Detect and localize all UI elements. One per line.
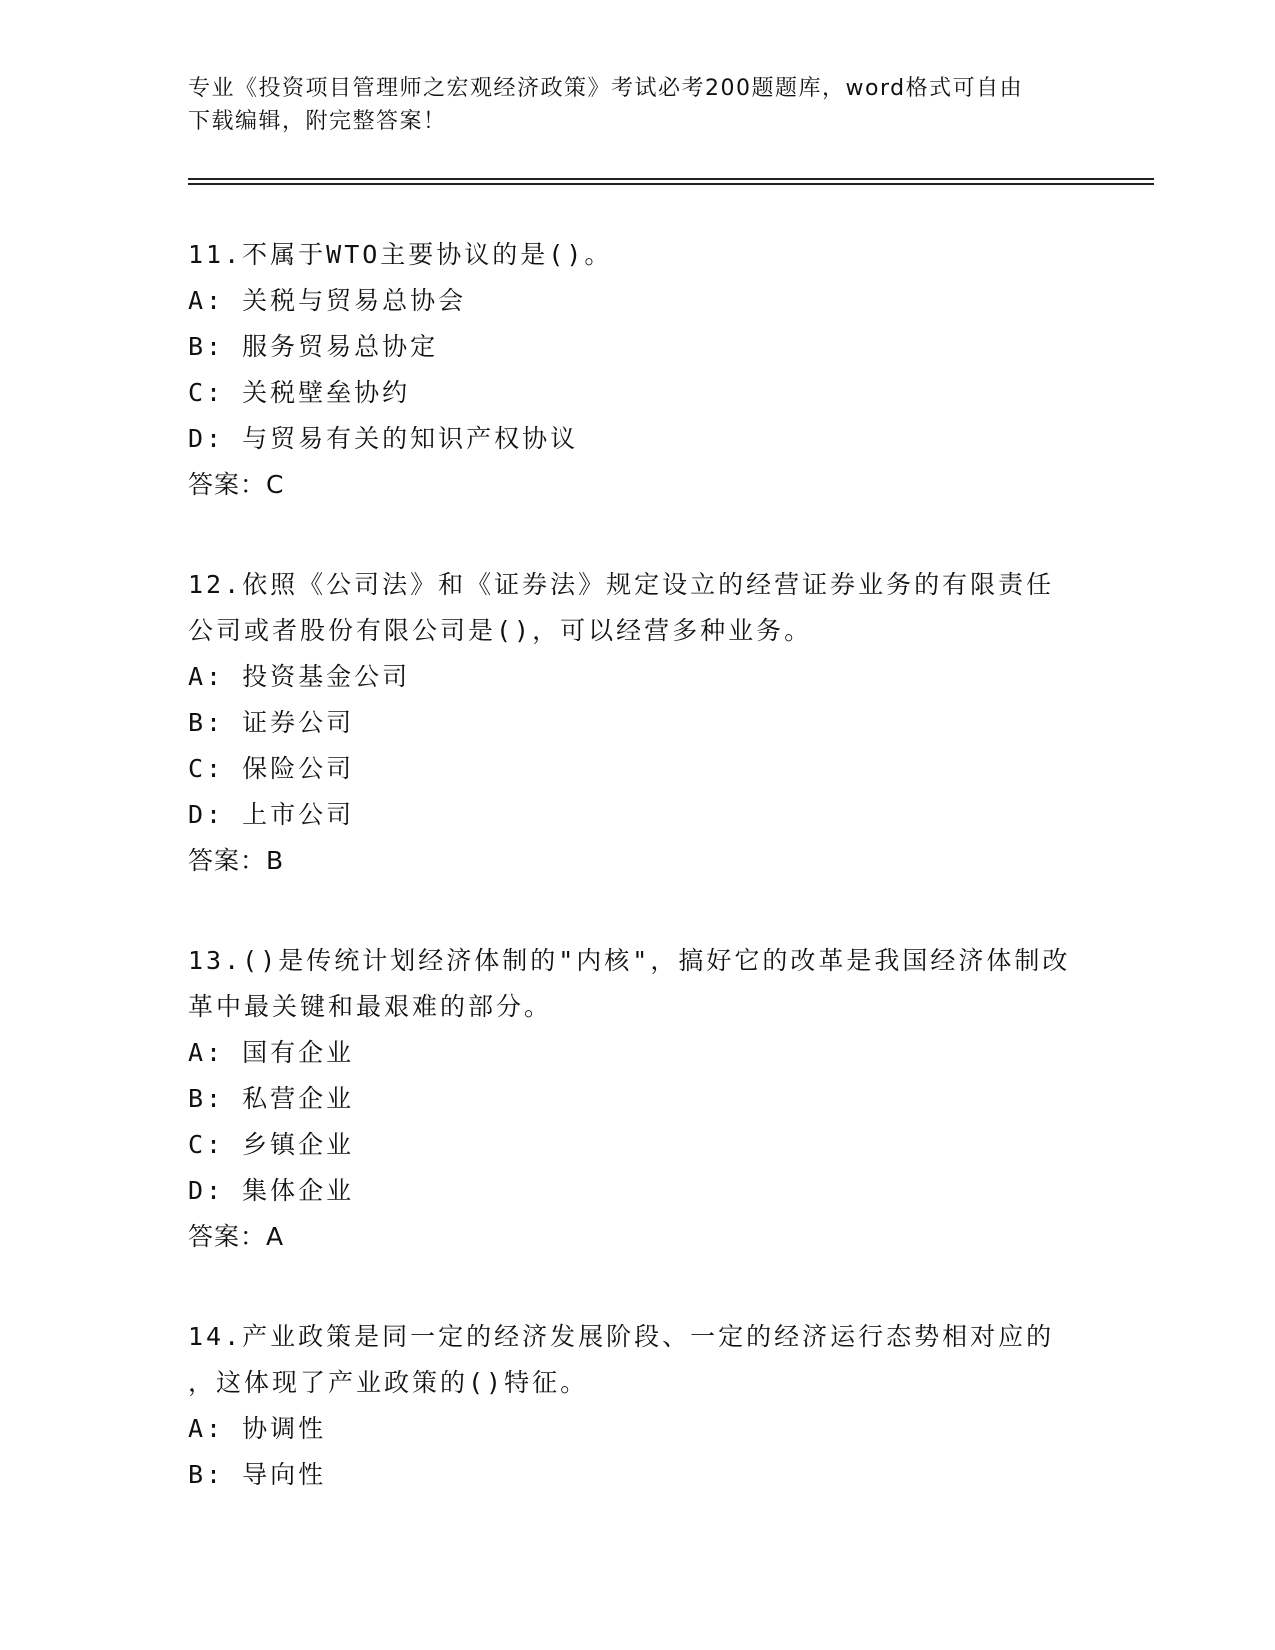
answer: 答案：B xyxy=(188,846,285,875)
option-a: A: 协调性 xyxy=(188,1414,327,1443)
option-b: B: 导向性 xyxy=(188,1460,327,1489)
question-11 xyxy=(188,232,1088,508)
header-divider-top xyxy=(188,178,1154,180)
question-stem: 11.不属于WTO主要协议的是()。 xyxy=(188,240,613,269)
header-divider-bottom xyxy=(188,183,1154,185)
document-header xyxy=(188,72,1088,138)
header-line-1: 专业《投资项目管理师之宏观经济政策》考试必考200题题库，word格式可自由 xyxy=(188,76,1024,101)
option-d: D: 与贸易有关的知识产权协议 xyxy=(188,424,579,453)
option-c: C: 关税壁垒协约 xyxy=(188,378,411,407)
question-stem-line-2: 公司或者股份有限公司是()，可以经营多种业务。 xyxy=(188,616,813,645)
answer: 答案：A xyxy=(188,1222,285,1251)
header-line-2: 下载编辑，附完整答案！ xyxy=(188,109,447,134)
question-13 xyxy=(188,938,1088,1260)
question-stem-line-1: 13.()是传统计划经济体制的"内核"，搞好它的改革是我国经济体制改 xyxy=(188,946,1071,975)
question-stem-line-2: ，这体现了产业政策的()特征。 xyxy=(188,1368,589,1397)
option-b: B: 私营企业 xyxy=(188,1084,355,1113)
option-b: B: 服务贸易总协定 xyxy=(188,332,439,361)
question-12 xyxy=(188,562,1088,884)
option-d: D: 上市公司 xyxy=(188,800,355,829)
option-a: A: 国有企业 xyxy=(188,1038,355,1067)
option-c: C: 乡镇企业 xyxy=(188,1130,355,1159)
question-stem-line-1: 12.依照《公司法》和《证券法》规定设立的经营证券业务的有限责任 xyxy=(188,570,1055,599)
answer: 答案：C xyxy=(188,470,285,499)
question-14 xyxy=(188,1314,1088,1498)
option-a: A: 投资基金公司 xyxy=(188,662,411,691)
question-list xyxy=(188,232,1088,1552)
option-b: B: 证券公司 xyxy=(188,708,355,737)
question-stem-line-1: 14.产业政策是同一定的经济发展阶段、一定的经济运行态势相对应的 xyxy=(188,1322,1055,1351)
option-a: A: 关税与贸易总协会 xyxy=(188,286,467,315)
option-c: C: 保险公司 xyxy=(188,754,355,783)
option-d: D: 集体企业 xyxy=(188,1176,355,1205)
question-stem-line-2: 革中最关键和最艰难的部分。 xyxy=(188,992,553,1021)
